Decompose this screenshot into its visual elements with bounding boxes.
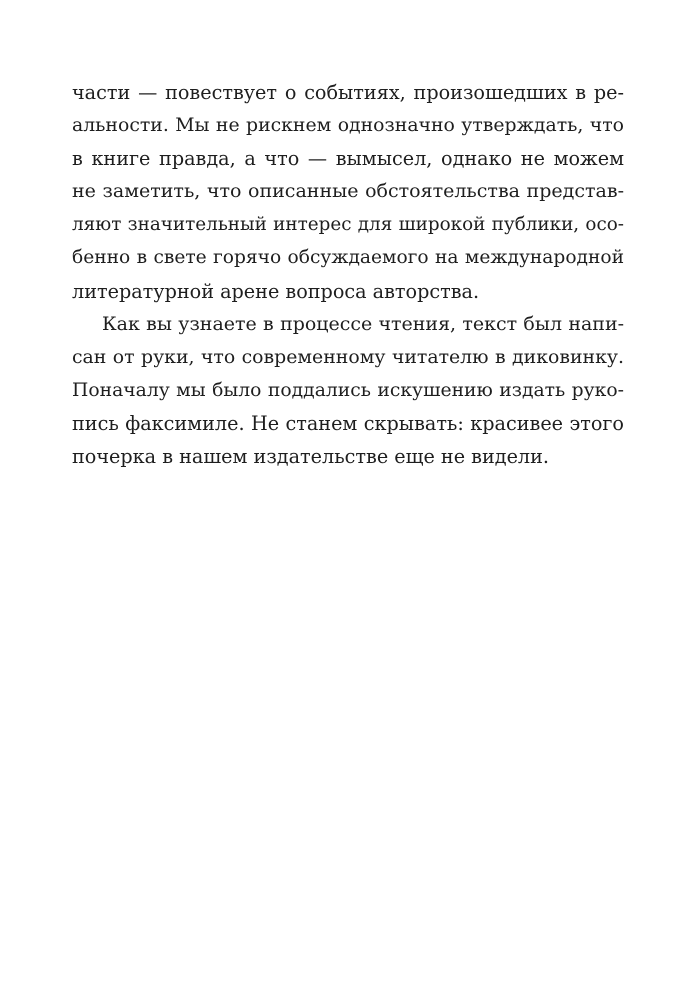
text-line: Как вы узнаете в процессе чтения, текст был напи- bbox=[102, 312, 624, 335]
text-line: пись факсимиле. Не станем скрывать: красивее этого bbox=[72, 411, 624, 435]
text-line: в книге правда, а что — вымысел, однако не можем bbox=[72, 147, 624, 171]
text-line: не заметить, что описанные обстоятельства представ- bbox=[72, 180, 624, 203]
text-line: альности. Мы не рискнем однозначно утверждать, что bbox=[72, 115, 624, 137]
paragraph-1 bbox=[72, 76, 624, 308]
paragraph-2 bbox=[72, 308, 624, 473]
text-line: почерка в нашем издательстве еще не видели. bbox=[72, 445, 549, 469]
text-line: сан от руки, что современному читателю в диковинку. bbox=[72, 345, 624, 368]
text-line: ляют значительный интерес для широкой публики, осо- bbox=[72, 214, 624, 236]
text-line: литературной арене вопроса авторства. bbox=[72, 279, 480, 303]
text-line: части — повествует о событиях, произошедших в ре- bbox=[72, 81, 624, 104]
body-text bbox=[72, 76, 624, 473]
text-line: бенно в свете горячо обсуждаемого на международной bbox=[72, 247, 624, 269]
text-line: Поначалу мы было поддались искушению издать руко- bbox=[72, 379, 624, 401]
